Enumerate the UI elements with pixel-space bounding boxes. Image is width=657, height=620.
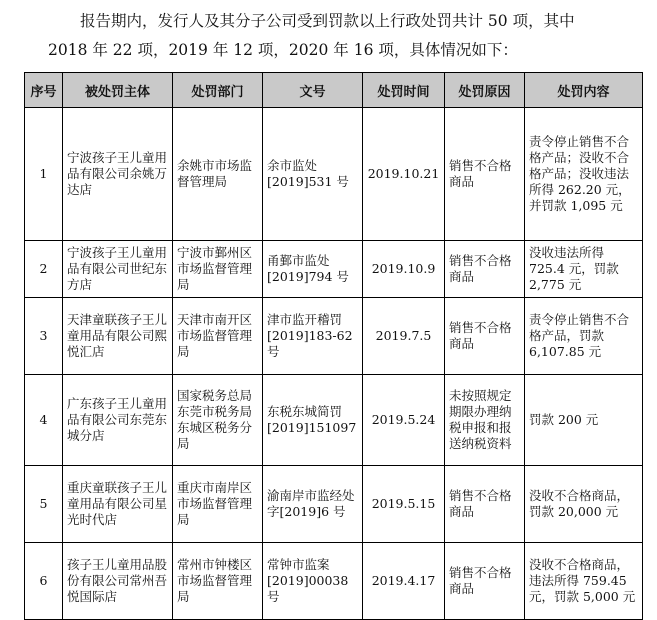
cell-document-no: 常钟市监案[2019]00038 号	[263, 543, 363, 620]
cell-index: 6	[25, 543, 63, 620]
cell-index: 4	[25, 375, 63, 466]
cell-index: 1	[25, 108, 63, 241]
cell-content: 罚款 200 元	[525, 375, 643, 466]
cell-document-no: 津市监开稽罚[2019]183-62 号	[263, 298, 363, 375]
cell-document-no: 渝南岸市监经处 字[2019]6 号	[263, 466, 363, 543]
cell-reason: 销售不合格商品	[445, 108, 525, 241]
cell-content: 没收违法所得 725.4 元，罚款 2,775 元	[525, 241, 643, 298]
cell-entity: 宁波孩子王儿童用品有限公司世纪东方店	[63, 241, 173, 298]
cell-content: 没收不合格商品，罚款 20,000 元	[525, 466, 643, 543]
table-row	[25, 108, 643, 241]
cell-department: 国家税务总局东莞市税务局东城区税务分局	[173, 375, 263, 466]
header-content: 处罚内容	[525, 73, 643, 108]
penalty-table	[24, 72, 643, 620]
cell-document-no: 东税东城简罚[2019]151097	[263, 375, 363, 466]
intro-line-1: 报告期内，发行人及其分子公司受到罚款以上行政处罚共计 50 项，其中	[80, 12, 575, 30]
cell-content: 责令停止销售不合格产品；没收不合格产品；没收违法所得 262.20 元，并罚款 1,095 元	[525, 108, 643, 241]
table-row	[25, 466, 643, 543]
cell-date: 2019.5.24	[363, 375, 445, 466]
header-document-no: 文号	[263, 73, 363, 108]
cell-reason: 销售不合格商品	[445, 241, 525, 298]
header-entity: 被处罚主体	[63, 73, 173, 108]
header-department: 处罚部门	[173, 73, 263, 108]
cell-reason: 未按照规定期限办理纳税申报和报送纳税资料	[445, 375, 525, 466]
header-date: 处罚时间	[363, 73, 445, 108]
cell-department: 常州市钟楼区市场监督管理局	[173, 543, 263, 620]
cell-document-no: 甬鄞市监处[2019]794 号	[263, 241, 363, 298]
cell-department: 宁波市鄞州区市场监督管理局	[173, 241, 263, 298]
cell-reason: 销售不合格商品	[445, 298, 525, 375]
cell-reason: 销售不合格商品	[445, 543, 525, 620]
cell-reason: 销售不合格商品	[445, 466, 525, 543]
cell-content: 没收不合格商品，违法所得 759.45 元，罚款 5,000 元	[525, 543, 643, 620]
cell-entity: 宁波孩子王儿童用品有限公司余姚万达店	[63, 108, 173, 241]
table-row	[25, 543, 643, 620]
cell-department: 天津市南开区市场监督管理局	[173, 298, 263, 375]
cell-index: 5	[25, 466, 63, 543]
cell-date: 2019.5.15	[363, 466, 445, 543]
table-row	[25, 298, 643, 375]
intro-line-2: 2018 年 22 项，2019 年 12 项，2020 年 16 项，具体情况如下：	[48, 41, 518, 59]
header-reason: 处罚原因	[445, 73, 525, 108]
cell-entity: 重庆童联孩子王儿童用品有限公司星光时代店	[63, 466, 173, 543]
table-row	[25, 241, 643, 298]
cell-date: 2019.10.9	[363, 241, 445, 298]
cell-date: 2019.7.5	[363, 298, 445, 375]
cell-document-no: 余市监处[2019]531 号	[263, 108, 363, 241]
cell-entity: 广东孩子王儿童用品有限公司东莞东城分店	[63, 375, 173, 466]
header-index: 序号	[25, 73, 63, 108]
cell-content: 责令停止销售不合格产品，罚款 6,107.85 元	[525, 298, 643, 375]
cell-entity: 孩子王儿童用品股份有限公司常州吾悦国际店	[63, 543, 173, 620]
table-header-row	[25, 73, 643, 108]
cell-date: 2019.10.21	[363, 108, 445, 241]
cell-department: 余姚市市场监督管理局	[173, 108, 263, 241]
cell-entity: 天津童联孩子王儿童用品有限公司熙悦汇店	[63, 298, 173, 375]
table-row	[25, 375, 643, 466]
cell-index: 3	[25, 298, 63, 375]
cell-date: 2019.4.17	[363, 543, 445, 620]
cell-department: 重庆市南岸区市场监督管理局	[173, 466, 263, 543]
cell-index: 2	[25, 241, 63, 298]
